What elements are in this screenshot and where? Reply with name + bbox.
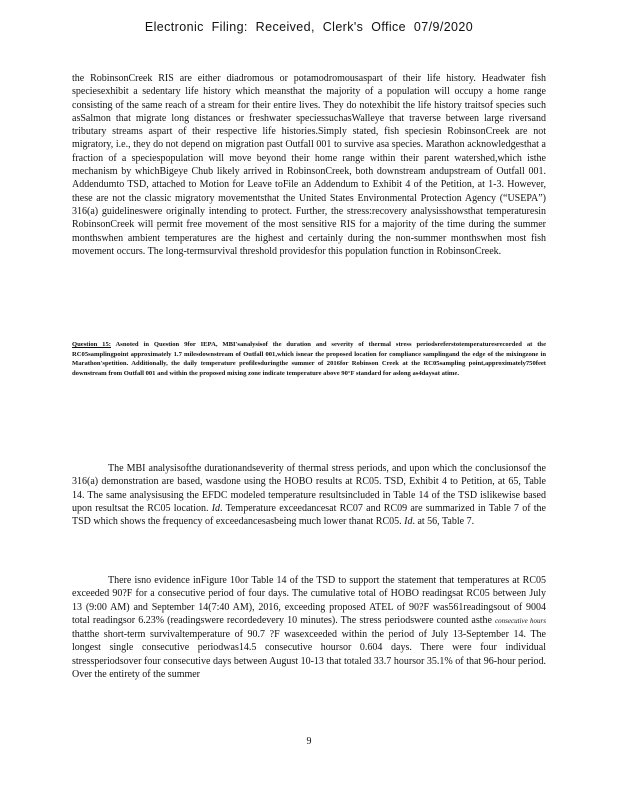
paragraph-1-text: the RobinsonCreek RIS are either diadromous or potamodromousaspart of their life history. Headwater fish speciesexhibit a sedentary life history which meansthat the majority of a population will occupy a home range consisting of the same reach of a stream for their entire lives. They do notexhibit the life history traitsof species such asSalmon that migrate long distances or freshwater speciessuchasWalleye that traverse between large riversand tributary streams aspart of their respective life histories.Simply stated, fish speciesin RobinsonCreek are not migratory, i.e., they do not depend on migration past Outfall 001 to survive asa species. Marathon acknowledgesthat a fraction of a speciespopulation will move beyond their home range within their parent watershed,which isthe mechanism by whichBigeye Chub likely arrived in RobinsonCreek, both downstream andupstream of Outfall 001. Addendumto TSD, attached to Motion for Leave toFile an Addendum to Exhibit 4 of the Petition, at 1-3. However, these are not the classic migratory movementsthat the United States Environmental Protection Agency (“USEPA”) 316(a) guidelineswere originally intending to protect. Further, the stress:recovery analysisshowsthat temperaturesin RobinsonCreek will permit free movement of the most sensitive RIS for a majority of the time during the summer monthswhen ambient temperatures are the highest and certainly during the non-summer monthswhen most fish movement occurs. The long-termsurvival threshold providesfor this population function in RobinsonCreek. xyxy=(72,73,546,257)
paragraph-2-citation-id-2: Id xyxy=(404,516,413,528)
body-paragraph-1 xyxy=(72,72,546,258)
question-15-label: Question 15: xyxy=(72,341,111,348)
paragraph-3-part-2: thatthe short-term survivaltemperature of 90.7 ?F wasexceeded within the period of July 13-September 14. The longest single consecutive periodwas14.5 consecutive hoursor 0.604 days. There were four individual stressperiodsover four consecutive days between August 10-13 that totaled 33.7 hoursor 35.1% of that 96-hour period. Over the entirety of the summer xyxy=(72,629,546,681)
paragraph-2-part-2: . Temperature exceedancesat RC07 and RC09 are summarized in Table 7 of the TSD which shows the frequency of exceedancesasbeing much lower thanat RC05. xyxy=(72,502,546,528)
paragraph-3-part-1: There isno evidence inFigure 10or Table 14 of the TSD to support the statement that temperatures at RC05 exceeded 90?F for a consecutive period of four days. The cumulative total of HOBO readingsat RC05 between July 13 (9:00 AM) and September 14(7:40 AM), 2016, exceeding proposed ATEL of 90?F was561readingsout of 9004 total readingsor 6.23% (readingswere recordedevery 10 minutes). The stress periodswere counted asthe xyxy=(72,575,546,626)
paragraph-2-part-3: . at 56, Table 7. xyxy=(412,516,475,528)
filing-stamp-header: Electronic Filing: Received, Clerk's Office 07/9/2020 xyxy=(144,20,474,34)
paragraph-3-text xyxy=(72,574,546,681)
page-number: 9 xyxy=(306,736,312,747)
paragraph-2-text xyxy=(72,462,546,528)
paragraph-2-part-1: The MBI analysisofthe durationandseverity of thermal stress periods, and upon which the conclusionsof the 316(a) demonstration are based, wasdone using the HOBO results at RC05. TSD, Exhibit 4 to Petition, at 65, Table 14. The same analysisusing the EFDC modeled temperature resultsincluded in Table 14 of the TSD islikewise based upon resultsat the RC05 location. xyxy=(72,463,546,514)
paragraph-3-italic-term: consecutive hours xyxy=(495,616,546,625)
body-paragraph-3 xyxy=(72,574,546,681)
question-15-block xyxy=(72,340,546,379)
body-paragraph-2 xyxy=(72,462,546,528)
paragraph-2-citation-id-1: Id xyxy=(211,502,221,514)
question-15-body: Asnoted in Question 9for IEPA, MBI'sanalysisof the duration and severity of thermal stress periodsreferstotemperaturesrecorded at the RC05samplingpoint approximately 1.7 milesdownstream of Outfall 001,which isnear the proposed location for compliance samplingand the edge of the mixingzone in Marathon'spetition. Additionally, the daily temperature profilesduringthe summer of 2016for Robinson Creek at the RC05sampling point,approximately750feet downstream from Outfall 001 and within the proposed mixing zone indicate temperature above 90°F standard for aslong as4daysat atime. xyxy=(72,341,546,378)
question-15-text xyxy=(72,340,546,379)
